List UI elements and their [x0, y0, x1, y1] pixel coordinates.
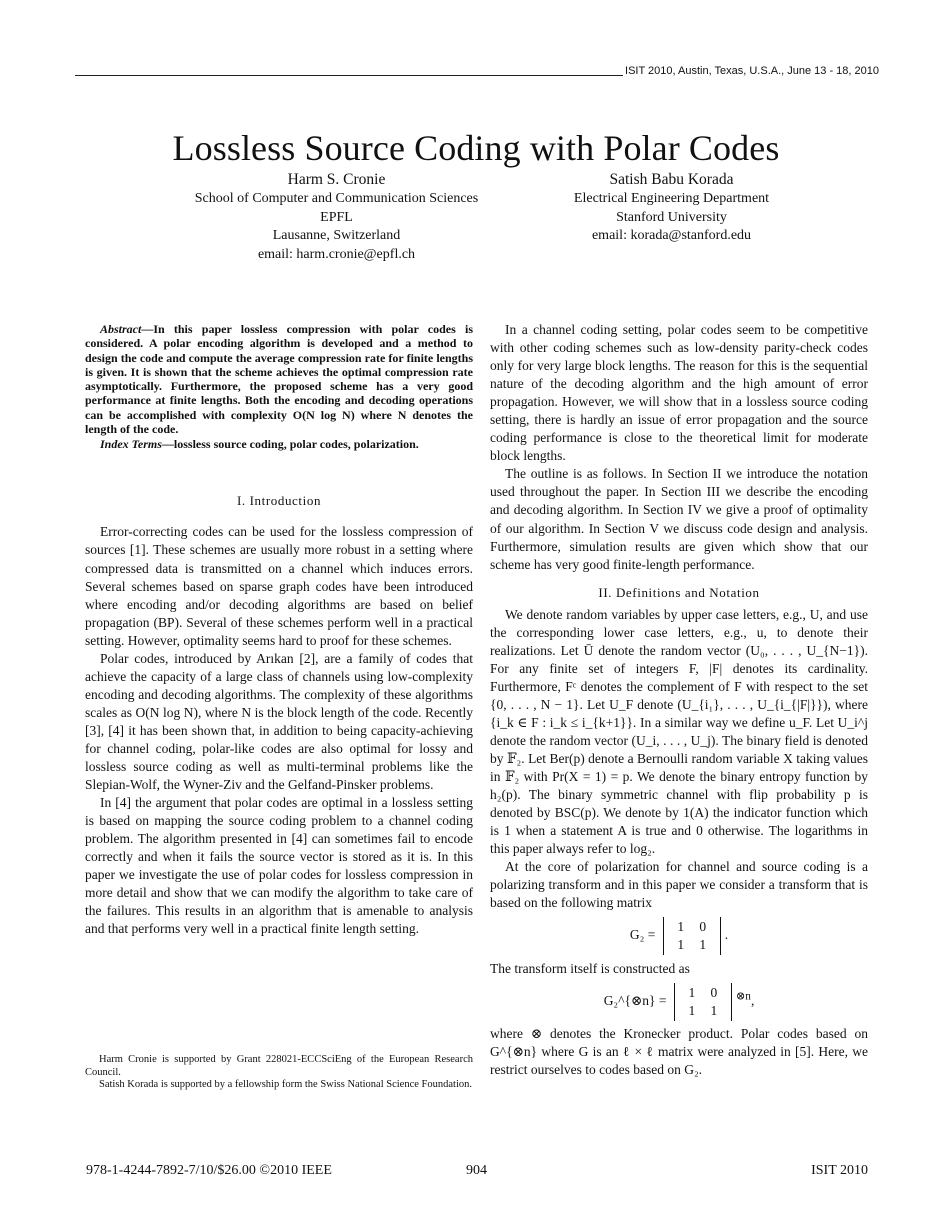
equation-tail: .: [724, 926, 729, 942]
section-heading-definitions: II. Definitions and Notation: [598, 584, 760, 600]
author-location: Lausanne, Switzerland: [272, 228, 401, 243]
author-email: email: korada@stanford.edu: [591, 228, 752, 243]
matrix-g2-power: [674, 983, 732, 1021]
footer-isbn: 978-1-4244-7892-7/10/$26.00 ©2010 IEEE: [86, 1163, 332, 1178]
author-affiliation: School of Computer and Communication Sciences: [194, 191, 479, 206]
author-institution: Stanford University: [616, 209, 727, 225]
equation-lhs: G₂ =: [629, 926, 656, 942]
author-name: Satish Babu Korada: [609, 171, 734, 188]
author-block-2: [543, 169, 800, 246]
notation-paragraph: We denote random variables by upper case letters, e.g., U, and use the corresponding lower case letters, e.g., u, to denote their realizations. Let Ū denote the random vector (U₀, . . . , U_{N−1}). For any finite set of integers F, |F| denotes its cardinality. Furthermore, Fᶜ denotes the complement of F with respect to the set {0, . . . , N − 1}. Let U_F denote (U_{i₁}, . . . , U_{i_{|F|}}), where {i_k ∈ F : i_k ≤ i_{k+1}}. In a similar way we define u_F. Let U_i^j denote the random vector (U_i, . . . , U_j). The binary field is denoted by 𝔽₂. Let Ber(p) denote a Bernoulli random variable X taking values in 𝔽₂ with Pr(X = 1) = p. We denote the binary entropy function by h₂(p). The binary symmetric channel with flip probability p is denoted by BSC(p). We denote by 1(A) the indicator function which is 1 when a statement A is true and 0 otherwise. The logarithms in this paper always refer to log₂.: [490, 606, 868, 857]
author-email: email: harm.cronie@epfl.ch: [257, 246, 416, 262]
left-column: [85, 322, 473, 939]
equation-g2: [490, 917, 868, 955]
author-block-1: [140, 169, 533, 264]
header-rule: [75, 75, 623, 76]
author-affiliation: Electrical Engineering Department: [573, 191, 770, 206]
footnote: Harm Cronie is supported by Grant 228021-ECCSciEng of the European Research Council.: [85, 1054, 473, 1078]
matrix-row: [670, 919, 714, 934]
matrix-cell: 1: [677, 936, 685, 952]
conference-header: ISIT 2010, Austin, Texas, U.S.A., June 13 - 18, 2010: [625, 65, 879, 77]
abstract: [85, 322, 473, 436]
index-terms-text: —lossless source coding, polar codes, polarization.: [161, 437, 419, 452]
abstract-label: Abstract: [100, 322, 142, 336]
right-column: [490, 321, 868, 1079]
intro-paragraph: Error-correcting codes can be used for the lossless compression of sources [1]. These schemes are usually more robust in a setting where compressed data is transmitted on a channel which induces errors. Several schemes based on sparse graph codes have been introduced where encoding and/or decoding algorithms are based on belief propagation (BP). Several of these schemes perform well in a practical setting. However, optimality seems hard to proof for these schemes.: [85, 524, 473, 648]
section-heading-introduction: I. Introduction: [236, 493, 322, 509]
footnote: Satish Korada is supported by a fellowship form the Swiss National Science Foundation.: [99, 1079, 472, 1091]
matrix-row: [670, 937, 714, 952]
author-name: Harm S. Cronie: [287, 171, 386, 188]
abstract-text: —In this paper lossless compression with polar codes is considered. A polar encoding algorithm is developed and a method to design the code and compute the average compression rate for finite lengths is given. It is shown that the scheme achieves the optimal compression rate asymptotically. Furthermore, the proposed scheme has a very good performance at finite lengths. Both the encoding and decoding operations can be accomplished with complexity O(N log N) where N denotes the length of the code.: [85, 322, 473, 437]
page-number: 904: [466, 1163, 487, 1178]
matrix-cell: 1: [710, 1002, 718, 1018]
equation-kronecker-power: [490, 983, 868, 1021]
footnotes: [85, 1054, 473, 1092]
equation-tail: ,: [750, 992, 755, 1008]
intro-paragraph: Polar codes, introduced by Arıkan [2], are a family of codes that achieve the capacity of a large class of channels using low-complexity encoding and decoding algorithms. The complexity of these algorithms scales as O(N log N), where N is the block length of the code. Recently [3], [4] it has been shown that, in addition to being capacity-achieving for channel coding, polar-like codes are also optimal for lossy and lossless source coding as well as multi-terminal problems like the Slepian-Wolf, the Wyner-Ziv and the Gelfand-Pinsker problems.: [85, 650, 473, 793]
kronecker-paragraph: where ⊗ denotes the Kronecker product. Polar codes based on G^{⊗n} where G is an ℓ × ℓ matrix were analyzed in [5]. Here, we restrict ourselves to codes based on G₂.: [490, 1025, 868, 1077]
transform-sentence: The transform itself is constructed as: [490, 960, 690, 976]
matrix-cell: 1: [688, 1002, 696, 1018]
matrix-cell: 1: [688, 984, 696, 1000]
footer-conference: ISIT 2010: [811, 1163, 868, 1178]
matrix-cell: 0: [699, 918, 707, 934]
polarization-paragraph: At the core of polarization for channel and source coding is a polarizing transform and in this paper we consider a transform that is based on the following matrix: [490, 859, 868, 911]
matrix-row: [681, 1003, 725, 1018]
paper-title: Lossless Source Coding with Polar Codes: [172, 128, 780, 169]
author-institution: EPFL: [320, 209, 353, 225]
index-terms-label: Index Terms: [100, 437, 162, 452]
matrix-cell: 1: [677, 918, 685, 934]
matrix-cell: 0: [710, 984, 718, 1000]
equation-lhs: G₂^{⊗n} =: [603, 992, 667, 1008]
matrix-cell: 1: [699, 936, 707, 952]
matrix-g2: [663, 917, 721, 955]
equation-superscript: ⊗n: [735, 990, 751, 1003]
intro-paragraph: In [4] the argument that polar codes are optimal in a lossless setting is based on mapping the source coding problem to a channel coding problem. The algorithm presented in [4] can sometimes fail to encode correctly and when it fails the source vector is stored as it is. In this paper we investigate the use of polar codes for lossless compression in more detail and show that we can modify the algorithm to take care of the failures. This results in an algorithm that is amenable to analysis and that performs very well in a practical finite length setting.: [85, 795, 473, 937]
outline-paragraph: The outline is as follows. In Section II we introduce the notation used throughout the paper. In Section III we describe the encoding and decoding algorithm. In Section IV we give a proof of optimality of our algorithm. In Section V we discuss code design and analysis. Furthermore, simulation results are given which show that our scheme has very good finite-length performance.: [490, 466, 868, 572]
intro-paragraph: In a channel coding setting, polar codes seem to be competitive with other coding schemes such as low-density parity-check codes only for very large block lengths. The reason for this is the sequential nature of the decoding algorithm and the high amount of error propagation. However, we will show that in a lossless source coding setting, there is hardly an issue of error propagation and the source coding performance is close to the theoretical limit for moderate block lengths.: [490, 322, 868, 464]
matrix-row: [681, 985, 725, 1000]
index-terms: [85, 437, 473, 452]
